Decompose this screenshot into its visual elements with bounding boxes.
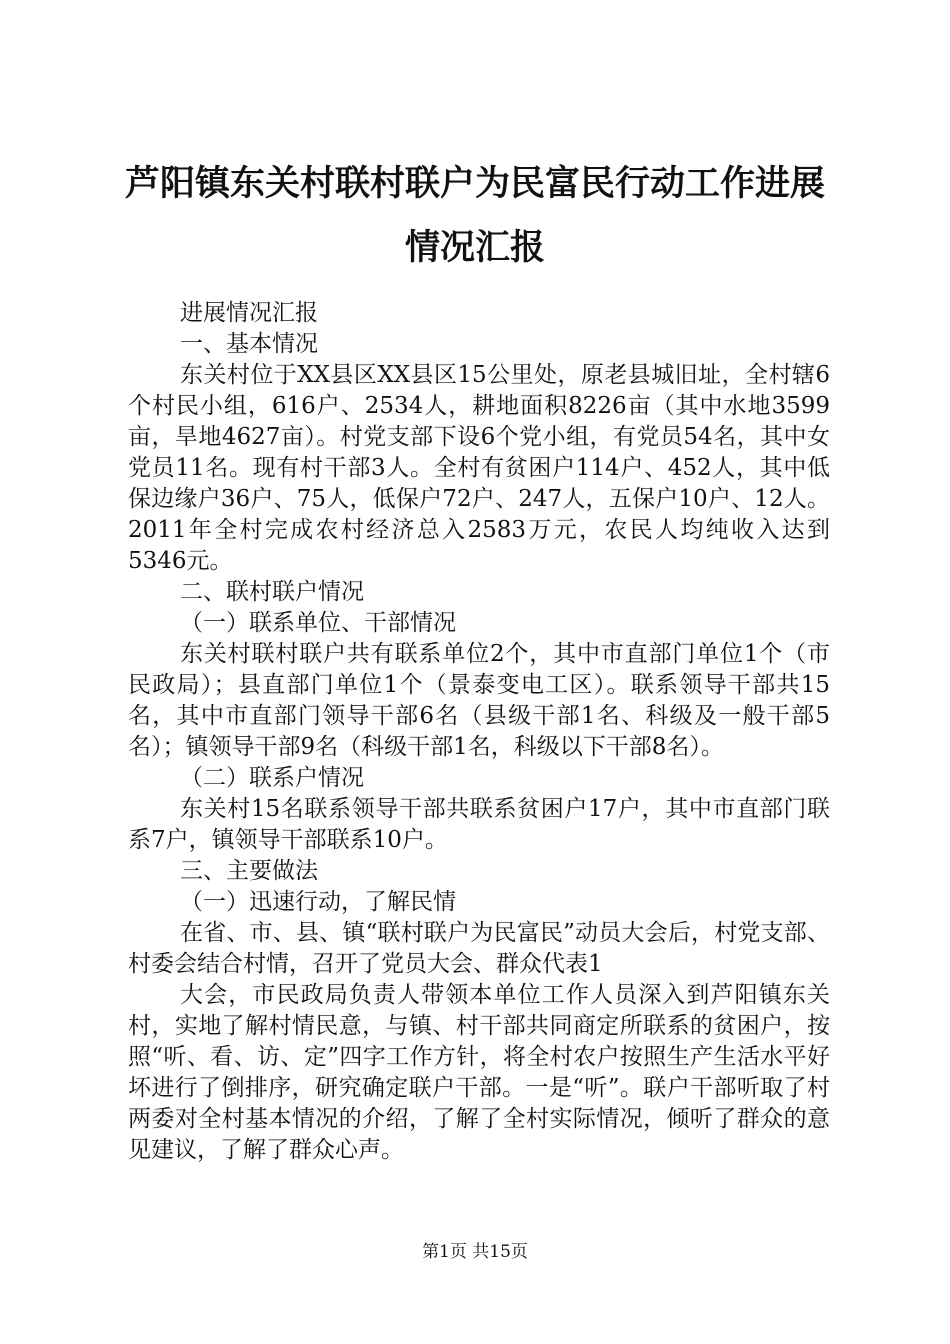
paragraph: 东关村联村联户共有联系单位2个，其中市直部门单位1个（市民政局）；县直部门单位1个（景泰变电工区）。联系领导干部共15名，其中市直部门领导干部6名（县级干部1名、科级及一般干部5名）；镇领导干部9名（科级干部1名，科级以下干部8名）。 [128,641,830,760]
document-title [100,152,850,280]
page-footer: 第1页 共15页 [422,1242,528,1262]
paragraph: 大会，市民政局负责人带领本单位工作人员深入到芦阳镇东关村，实地了解村情民意，与镇、村干部共同商定所联系的贫困户，按照“听、看、访、定”四字工作方针，将全村农户按照生产生活水平好坏进行了倒排序，研究确定联户干部。一是“听”。联户干部听取了村两委对全村基本情况的介绍，了解了全村实际情况，倾听了群众的意见建议，了解了群众心声。 [128,982,830,1163]
title-line-2: 情况汇报 [404,227,545,268]
subsection-heading: （一）联系单位、干部情况 [180,610,456,636]
paragraph: 进展情况汇报 [180,300,318,326]
section-heading: 一、基本情况 [180,331,318,357]
subsection-heading: （一）迅速行动，了解民情 [180,889,456,915]
section-heading: 三、主要做法 [180,858,318,884]
section-heading: 二、联村联户情况 [180,579,364,605]
paragraph: 在省、市、县、镇“联村联户为民富民”动员大会后，村党支部、村委会结合村情，召开了党员大会、群众代表1 [128,920,830,977]
document-body [128,298,830,1166]
subsection-heading: （二）联系户情况 [180,765,364,791]
paragraph: 东关村位于XX县区XX县区15公里处，原老县城旧址，全村辖6个村民小组，616户、2534人，耕地面积8226亩（其中水地3599亩，旱地4627亩）。村党支部下设6个党小组，有党员54名，其中女党员11名。现有村干部3人。全村有贫困户114户、452人，其中低保边缘户36户、75人，低保户72户、247人，五保户10户、12人。2011年全村完成农村经济总入2583万元，农民人均纯收入达到5346元。 [128,362,830,574]
title-line-1: 芦阳镇东关村联村联户为民富民行动工作进展 [124,163,825,204]
paragraph: 东关村15名联系领导干部共联系贫困户17户，其中市直部门联系7户，镇领导干部联系10户。 [128,796,830,853]
